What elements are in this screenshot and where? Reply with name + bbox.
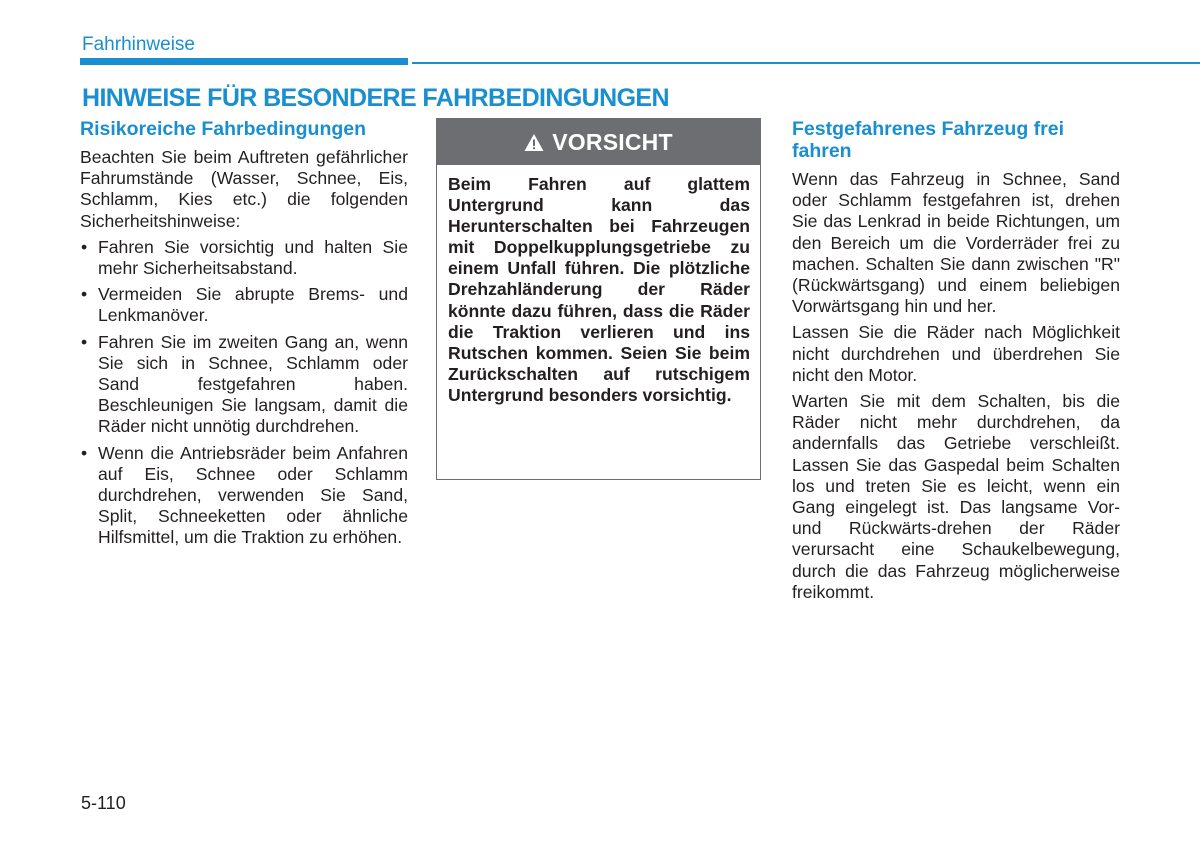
- bullet-item: • Vermeiden Sie abrupte Brems- und Lenkmanöver.: [80, 284, 408, 326]
- chapter-title: Fahrhinweise: [82, 34, 195, 55]
- bullet-item: • Fahren Sie im zweiten Gang an, wenn Sie sich in Schnee, Schlamm oder Sand festgefahren haben. Beschleunigen Sie langsam, damit die Räder nicht unnötig durchdrehen.: [80, 332, 408, 438]
- caution-box: [436, 118, 761, 480]
- header-rule-thick: [80, 58, 408, 65]
- caution-header: [437, 119, 760, 165]
- right-column-heading: Festgefahrenes Fahrzeug frei fahren: [792, 118, 1064, 162]
- page-number: 5-110: [81, 793, 126, 813]
- left-column-intro: Beachten Sie beim Auftreten gefährlicher Fahrumstände (Wasser, Schnee, Eis, Schlamm, Kies etc.) die folgenden Sicherheitshinweise:: [80, 147, 408, 231]
- caution-text: Beim Fahren auf glattem Untergrund kann das Herunterschalten bei Fahrzeugen mit Doppelkupplungsgetriebe zu einem Unfall führen. Die plötzliche Drehzahländerung der Räder könnte dazu führen, dass die Räder die Traktion verlieren und ins Rutschen kommen. Seien Sie beim Zurückschalten auf rutschigem Untergrund besonders vorsichtig.: [448, 174, 750, 405]
- left-column-heading: Risikoreiche Fahrbedingungen: [80, 118, 367, 140]
- warning-triangle-icon: [524, 133, 544, 152]
- bullet-item: • Fahren Sie vorsichtig und halten Sie mehr Sicherheitsabstand.: [80, 237, 408, 279]
- right-column-paragraph: Warten Sie mit dem Schalten, bis die Räder nicht mehr durchdrehen, da andernfalls das Getriebe verschleißt. Lassen Sie das Gaspedal beim Schalten los und treten Sie es leicht, wenn ein Gang eingelegt ist. Das langsame Vor- und Rückwärts-drehen der Räder verursacht eine Schaukelbewegung, durch die das Fahrzeug möglicherweise freikommt.: [792, 391, 1120, 602]
- section-heading: HINWEISE FÜR BESONDERE FAHRBEDINGUNGEN: [82, 84, 669, 112]
- right-column: [792, 118, 1120, 608]
- header-rule-thin: [412, 62, 1200, 64]
- right-column-paragraph: Wenn das Fahrzeug in Schnee, Sand oder Schlamm festgefahren ist, drehen Sie das Lenkrad in beide Richtungen, um den Bereich um die Vorderräder frei zu machen. Schalten Sie dann zwischen "R" (Rückwärtsgang) und einem beliebigen Vorwärtsgang hin und her.: [792, 169, 1120, 317]
- safety-bullet-list: [80, 237, 408, 549]
- bullet-item: • Wenn die Antriebsräder beim Anfahren auf Eis, Schnee oder Schlamm durchdrehen, verwenden Sie Sand, Split, Schneeketten oder ähnliche Hilfsmittel, um die Traktion zu erhöhen.: [80, 443, 408, 549]
- caution-title: VORSICHT: [552, 128, 673, 155]
- right-column-paragraph: Lassen Sie die Räder nach Möglichkeit nicht durchdrehen und überdrehen Sie nicht den Motor.: [792, 322, 1120, 385]
- left-column: [80, 118, 408, 554]
